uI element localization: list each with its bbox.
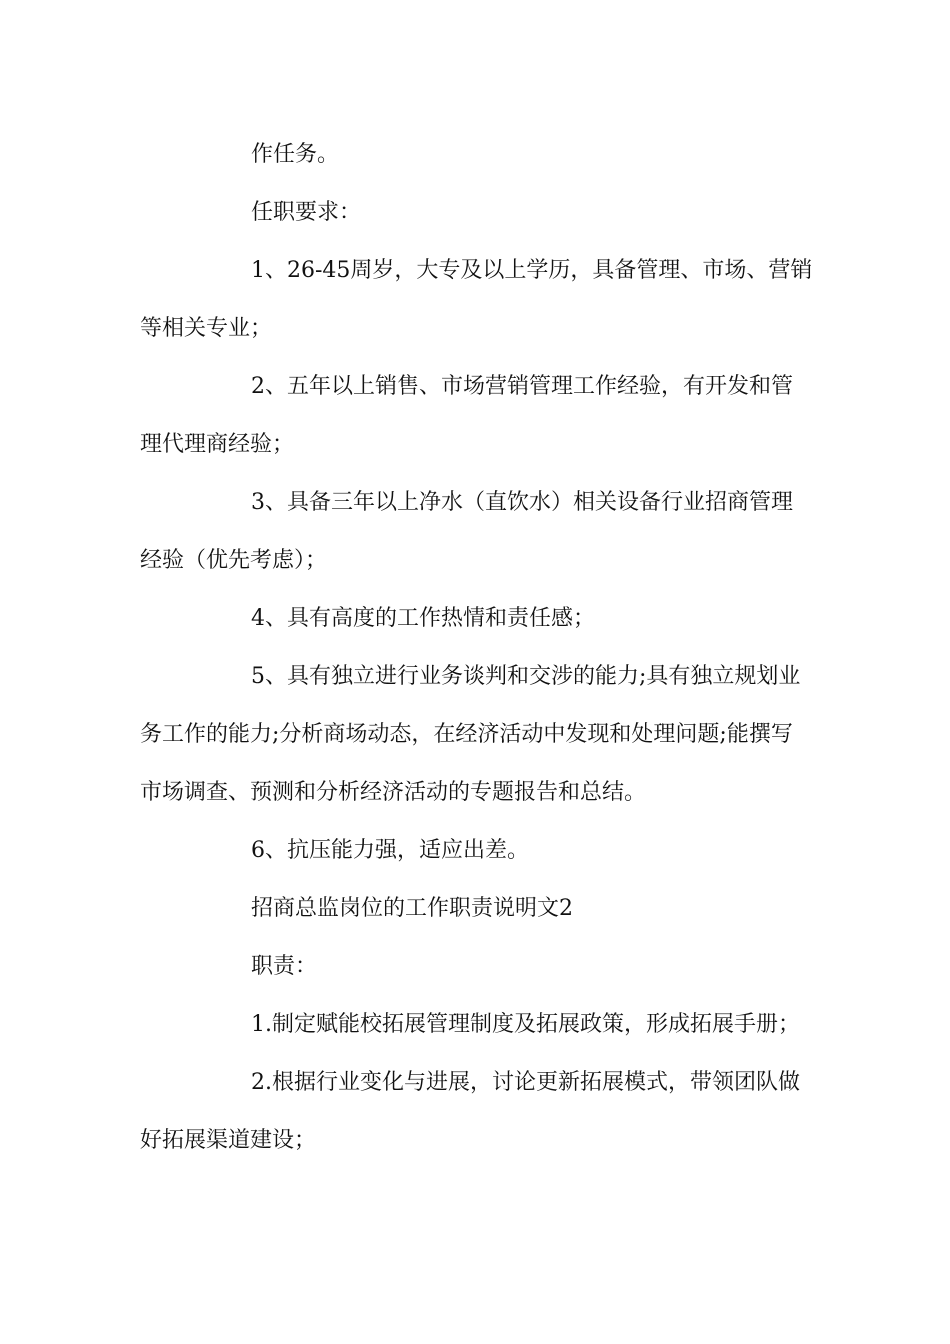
list-item: 5、具有独立进行业务谈判和交涉的能力;具有独立规划业 [251, 664, 801, 689]
list-item: 3、具备三年以上净水（直饮水）相关设备行业招商管理 [251, 490, 793, 515]
text-line: 作任务。 [251, 142, 340, 167]
list-item: 6、抗压能力强，适应出差。 [251, 838, 529, 863]
text-line: 市场调查、预测和分析经济活动的专题报告和总结。 [140, 780, 647, 805]
section-heading: 招商总监岗位的工作职责说明文2 [251, 896, 573, 921]
list-item: 4、具有高度的工作热情和责任感； [251, 606, 595, 631]
text-line: 经验（优先考虑）； [140, 548, 328, 573]
list-item: 1、26-45周岁，大专及以上学历，具备管理、市场、营销 [251, 258, 813, 283]
text-line: 理代理商经验； [140, 432, 295, 457]
list-item: 1.制定赋能校拓展管理制度及拓展政策，形成拓展手册； [251, 1012, 800, 1037]
list-item: 2、五年以上销售、市场营销管理工作经验，有开发和管 [251, 374, 793, 399]
list-item: 2.根据行业变化与进展，讨论更新拓展模式，带领团队做 [251, 1070, 800, 1095]
section-label: 职责： [251, 954, 318, 979]
text-line: 务工作的能力;分析商场动态，在经济活动中发现和处理问题;能撰写 [140, 722, 793, 747]
text-line: 好拓展渠道建设； [140, 1128, 317, 1153]
text-line: 等相关专业； [140, 316, 273, 341]
text-line: 任职要求： [251, 200, 362, 225]
